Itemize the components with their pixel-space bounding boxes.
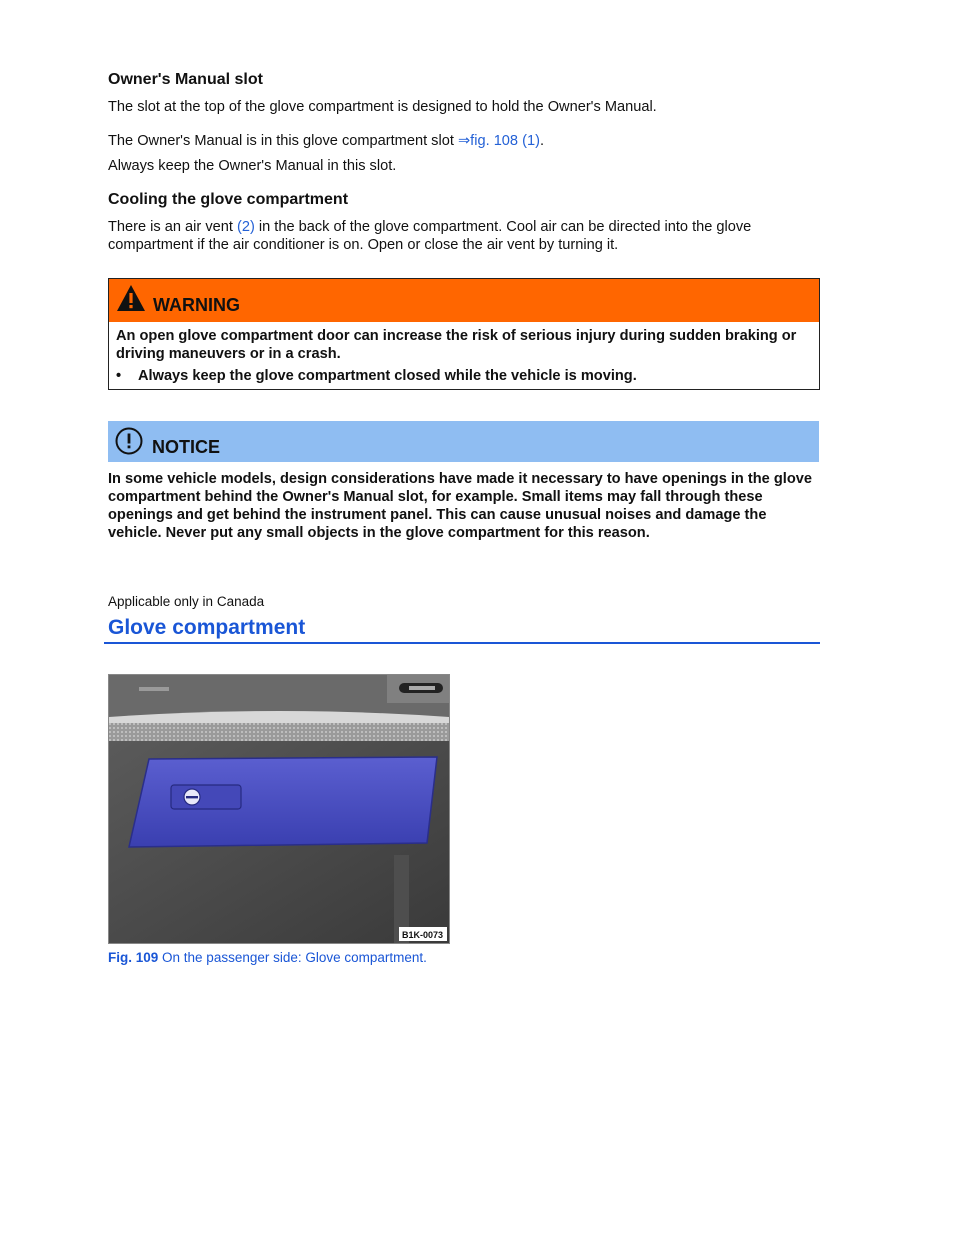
period: . bbox=[539, 133, 544, 149]
figure-caption-text: On the passenger side: Glove compartment. bbox=[158, 950, 427, 965]
cooling-text-rest: in the back of the glove compartment. Cool air can be directed into the glove bbox=[254, 219, 752, 235]
arrow-icon: ⇒ bbox=[457, 133, 471, 149]
notice-title: NOTICE bbox=[152, 437, 221, 457]
figure-code: B1K-0073 bbox=[402, 930, 444, 940]
section-title: Glove compartment bbox=[108, 616, 306, 639]
owners-slot-paragraph-2 bbox=[108, 132, 544, 150]
cooling-line-1 bbox=[108, 218, 751, 236]
owners-slot-paragraph-1: The slot at the top of the glove compartment is designed to hold the Owner's Manual. bbox=[108, 99, 657, 115]
cooling-text: There is an air vent bbox=[108, 219, 237, 235]
bullet-marker: • bbox=[116, 368, 122, 384]
cooling-line-2: compartment if the air conditioner is on. Open or close the air vent by turning it. bbox=[108, 237, 619, 253]
cooling-heading: Cooling the glove compartment bbox=[108, 191, 349, 208]
section-divider bbox=[104, 642, 820, 644]
figure-caption-label: Fig. 109 bbox=[108, 950, 159, 965]
fig-108-link[interactable]: fig. 108 (1) bbox=[470, 133, 540, 149]
glove-compartment-figure bbox=[108, 674, 450, 944]
warning-triangle-icon bbox=[116, 284, 146, 317]
glove-compartment-illustration bbox=[109, 675, 449, 943]
figure-caption bbox=[108, 950, 427, 965]
warning-title: WARNING bbox=[153, 295, 240, 315]
notice-header bbox=[108, 421, 819, 462]
warning-bullet-text: Always keep the glove compartment closed while the vehicle is moving. bbox=[138, 368, 637, 384]
item-2-link[interactable]: (2) bbox=[236, 219, 255, 235]
applicability-note: Applicable only in Canada bbox=[108, 594, 265, 609]
owners-manual-slot-heading: Owner's Manual slot bbox=[108, 71, 263, 88]
notice-text: In some vehicle models, design considerations have made it necessary to have openings in the glove compartment behind the Owner's Manual slot, for example. Small items may fall through these openings and get behind the instrument panel. This can cause unusual noises and damage the vehicle. Never put any small objects in the glove compartment for this reason. bbox=[108, 471, 812, 541]
notice-exclamation-icon bbox=[114, 426, 144, 461]
warning-header bbox=[109, 279, 819, 322]
warning-box bbox=[108, 278, 820, 390]
warning-bullet bbox=[116, 367, 637, 385]
warning-text: An open glove compartment door can increase the risk of serious injury during sudden braking or driving maneuvers or in a crash. bbox=[116, 328, 797, 362]
owners-slot-text: The Owner's Manual is in this glove compartment slot bbox=[108, 133, 458, 149]
owners-slot-paragraph-3: Always keep the Owner's Manual in this slot. bbox=[108, 158, 397, 174]
